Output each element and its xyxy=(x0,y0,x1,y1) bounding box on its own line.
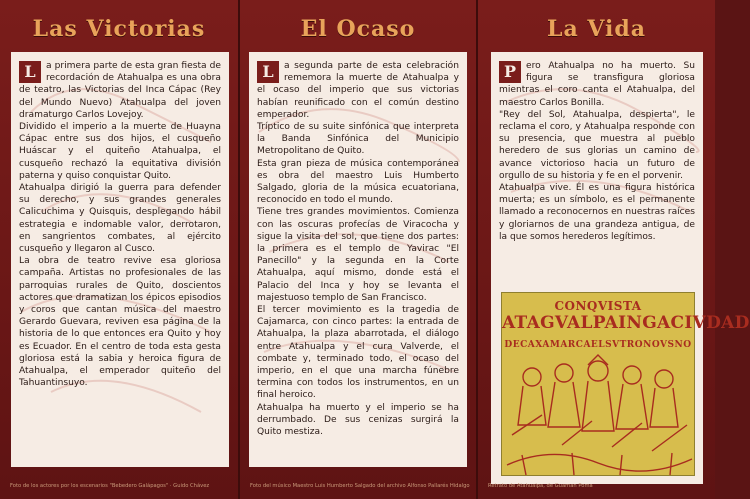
photo-credit: Foto del músico Maestro Luis Humberto Salgado del archivo Alfonso Pallarés Hidalgo xyxy=(250,483,470,489)
panel-las-victorias xyxy=(0,0,238,499)
text-card xyxy=(491,52,750,484)
panel-la-vida xyxy=(478,0,750,499)
paragraph-3: Atahualpa dirigió la guerra para defender su derecho, y sus grandes generales Calicuchima y Quisquis, desplegando hábil estrategia e indomable valor, derrotaron, en sangrientos combates, al ejército cusqueño y llegaron al Cusco. xyxy=(19,183,221,255)
paragraph-6: Atahualpa ha muerto y el imperio se ha derrumbado. De sus cenizas surgirá la Quito mestiza. xyxy=(257,402,459,438)
paragraph-3: Atahualpa vive. Él es una figura histórica muerta; es un símbolo, es el permanente llamado a reconocernos en nuestras raíces y gloriarnos de una grandeza antigua, de la que somos herederos legítimos. xyxy=(499,183,695,242)
paragraph-1: L a primera parte de esta gran fiesta de recordación de Atahualpa es una obra de teatro, las Victorias del Inca Cápac (Rey del Mundo Nuevo) Atahualpa del joven dramaturgo Carlos Lovejoy. xyxy=(19,61,221,120)
panel-title: Las Victorias xyxy=(32,16,206,42)
paragraph-5: El tercer movimiento es la tragedia de Cajamarca, con cinco partes: la entrada de Atahualpa, la plaza abarrotada, el diálogo entre Atahualpa y el cura Valverde, el combate y, terminado todo, el ocaso del imperio, en el que una marcha fúnebre termina con todos los instrumentos, en un final heroico. xyxy=(257,305,459,401)
paragraph-2: Tríptico de su suite sinfónica que interpreta la Banda Sinfónica del Municipio Metropolitano de Quito. xyxy=(257,122,459,157)
paragraph-1: P ero Atahualpa no ha muerto. Su figura se transfigura gloriosa mientras el coro canta el Atahualpa, del maestro Carlos Bonilla. xyxy=(499,61,695,108)
dropcap: L xyxy=(257,61,279,83)
photo-credit: Foto de los actores por los escenarios "Bebedero Galápagos" · Guido Chávez xyxy=(10,483,210,489)
panel-title: La Vida xyxy=(546,16,647,42)
text-card xyxy=(249,52,467,467)
illustration-caption-line-3: DECAXAMARCAELSVTRONOVSNO xyxy=(504,340,692,350)
dropcap: P xyxy=(499,61,521,83)
paragraph-1: L a segunda parte de esta celebración rememora la muerte de Atahualpa y el ocaso del imperio que sus victorias habían reunificado con el común destino emperador. xyxy=(257,61,459,120)
panel-title: El Ocaso xyxy=(300,16,416,42)
paragraph-4: La obra de teatro revive esa gloriosa campaña. Artistas no profesionales de las parroquias rurales de Quito, doscientos actores que dramatizan los épicos episodios y coros que cantan música del maestro Gerardo Guevara, reviven esa página de la historia de lo que entonces era Quito y hoy es Ecuador. En el centro de toda esta gesta gloriosa está la sabia y heroica figura de Atahualpa, el emperador quiteño del Tahuantinsuyo. xyxy=(19,256,221,389)
atahualpa-illustration xyxy=(501,292,750,476)
image-credit: Retrato de Atahualpa, de Guaman Poma xyxy=(488,483,593,489)
illustration-caption-line-2: ATAGVALPAINGACIVDAD xyxy=(502,313,750,333)
panel-el-ocaso xyxy=(240,0,476,499)
crowd-drawing xyxy=(502,355,694,475)
paragraph-3: Esta gran pieza de música contemporánea es obra del maestro Luis Humberto Salgado, gloria de la música ecuatoriana, reconocido en todo el mundo. xyxy=(257,158,459,206)
illustration-caption-line-1: CONQVISTA xyxy=(554,299,642,313)
paragraph-2: "Rey del Sol, Atahualpa, despierta", le reclama el coro, y Atahualpa responde con su presencia, que muestra al pueblo heredero de sus glorias un camino de avance victorioso hacia un futuro de orgullo de su historia y fe en el porvenir. xyxy=(499,109,695,181)
dropcap: L xyxy=(19,61,41,83)
paragraph-2: Dividido el imperio a la muerte de Huayna Cápac entre sus dos hijos, el cusqueño Huáscar y el quiteño Atahualpa, el cusqueño rechazó la equitativa división paterna y quiso conquistar Quito. xyxy=(19,122,221,181)
text-card xyxy=(11,52,229,467)
paragraph-4: Tiene tres grandes movimientos. Comienza con las oscuras profecías de Viracocha y sigue la visita del sol, que tiene dos partes: la primera es el templo de Yavirac "El Panecillo" y la segunda en la Corte Atahualpa, aquí mismo, donde está el Palacio del Inca y hoy se levanta el majestuoso templo de San Francisco. xyxy=(257,207,459,303)
